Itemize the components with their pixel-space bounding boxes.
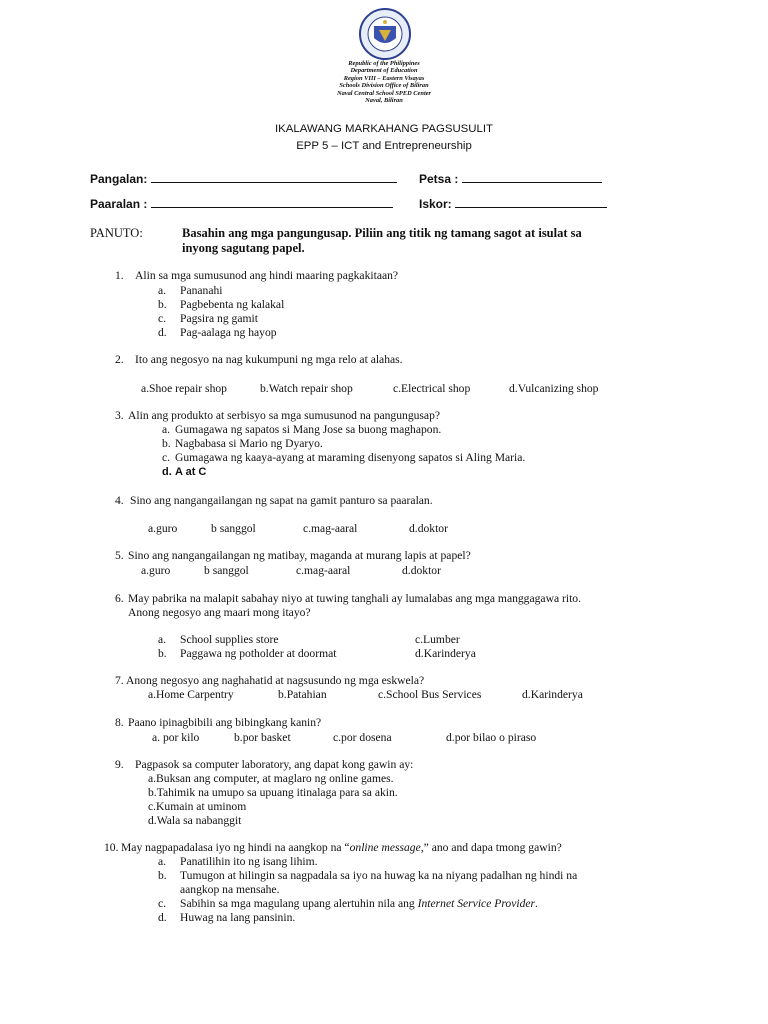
choice-text: c.School Bus Services [378, 688, 482, 701]
choice-letter: d. [162, 466, 172, 478]
choice-text: c.Lumber [415, 633, 460, 646]
choice-text: a.Home Carpentry [148, 688, 234, 701]
score-label: Iskor: [419, 197, 452, 211]
question-text-emphasis: online message [349, 841, 421, 854]
choice-text: c.por dosena [333, 731, 392, 744]
choice-text: Tumugon at hilingin sa nagpadala sa iyo na huwag ka na niyang padalhan ng hindi na [180, 869, 578, 882]
question-number: 7. [115, 674, 124, 687]
choice-text: d.Karinderya [415, 647, 476, 660]
question-text-part: May nagpapadalasa iyo ng hindi na aangkop na “ [121, 841, 350, 854]
choice-text: a.guro [148, 522, 178, 535]
choice-text: Pagbebenta ng kalakal [180, 298, 285, 311]
choice-text: Huwag na lang pansinin. [180, 911, 296, 924]
choice-text: d.doktor [409, 522, 448, 535]
name-blank [151, 171, 397, 183]
choice-text: Pananahi [180, 284, 223, 297]
letterhead-line: Department of Education [350, 67, 418, 75]
score-blank [455, 196, 607, 208]
exam-subject: EPP 5 – ICT and Entrepreneurship [296, 140, 472, 152]
choice-letter: b. [158, 298, 167, 311]
question-number: 10. [104, 841, 119, 854]
choice-text: Gumagawa ng sapatos si Mang Jose sa buong maghapon. [175, 423, 442, 436]
question-number: 5. [115, 549, 124, 562]
choice-text: b.Watch repair shop [260, 382, 353, 395]
question-text-continued: Anong negosyo ang maari mong itayo? [128, 606, 311, 619]
deped-seal-logo [359, 8, 411, 60]
choice-text: b sanggol [204, 564, 249, 577]
question-text: Paano ipinagbibili ang bibingkang kanin? [128, 716, 322, 729]
choice-text: d.por bilao o piraso [446, 731, 537, 744]
instructions-label: PANUTO: [90, 226, 143, 240]
choice-letter: d. [158, 911, 167, 924]
letterhead-line: Republic of the Philippines [348, 60, 420, 67]
choice-letter: b. [162, 437, 171, 450]
letterhead-line: Region VIII – Eastern Visayas [343, 74, 425, 82]
choice-text: Pagsira ng gamit [180, 312, 258, 325]
question-text: Anong negosyo ang naghahatid at nagsusundo ng mga eskwela? [126, 674, 425, 687]
choice-letter: b. [158, 869, 167, 882]
choice-text: a. por kilo [152, 731, 200, 744]
school-blank [151, 196, 393, 208]
choice-text: Nagbabasa si Mario ng Dyaryo. [175, 437, 323, 450]
question-text: Sino ang nangangailangan ng sapat na gamit panturo sa paaralan. [130, 494, 433, 507]
choice-letter: b. [158, 647, 167, 660]
choice-letter: c. [158, 897, 167, 910]
score-field [419, 196, 607, 211]
choice-text: Gumagawa ng kaaya-ayang at maraming disenyong sapatos si Aling Maria. [175, 451, 526, 464]
choice-text: c.Electrical shop [393, 382, 471, 395]
date-label: Petsa : [419, 172, 459, 186]
question-text: Ito ang negosyo na nag kukumpuni ng mga relo at alahas. [135, 353, 403, 366]
choice-text: Panatilihin ito ng isang lihim. [180, 855, 318, 868]
question-number: 2. [115, 353, 124, 366]
choice-text: b.Tahimik na umupo sa upuang itinalaga para sa akin. [148, 786, 398, 799]
choice-text: a.guro [141, 564, 171, 577]
question-text: Sino ang nangangailangan ng matibay, maganda at murang lapis at papel? [128, 549, 471, 562]
choice-text-continued: aangkop na mensahe. [180, 883, 280, 896]
question-number: 9. [115, 758, 124, 771]
date-blank [462, 171, 602, 183]
question-text: Pagpasok sa computer laboratory, ang dapat kong gawin ay: [135, 758, 414, 771]
choice-text: A at C [175, 466, 207, 478]
choice-text: b.por basket [234, 731, 291, 744]
choice-text: d.doktor [402, 564, 441, 577]
school-label: Paaralan : [90, 197, 148, 211]
question-text: Alin sa mga sumusunod ang hindi maaring pagkakitaan? [135, 269, 399, 282]
choice-text-part: Sabihin sa mga magulang upang alertuhin nila ang [180, 897, 418, 910]
choice-text [180, 897, 538, 910]
instructions-line: inyong sagutang papel. [182, 241, 305, 255]
choice-text: d.Vulcanizing shop [509, 382, 599, 395]
choice-letter: c. [158, 312, 167, 325]
school-field [90, 196, 393, 211]
choice-text: School supplies store [180, 633, 279, 646]
choice-text: d.Karinderya [522, 688, 583, 701]
letterhead-line: Naval, Biliran [365, 97, 403, 105]
choice-text-emphasis: Internet Service Provider [417, 897, 536, 910]
choice-text: c.mag-aaral [303, 522, 358, 535]
question-number: 1. [115, 269, 124, 282]
letterhead [0, 60, 768, 104]
name-field [90, 171, 397, 186]
date-field [419, 171, 602, 186]
question-number: 4. [115, 494, 124, 507]
choice-letter: c. [162, 451, 171, 464]
question-text: May pabrika na malapit sabahay niyo at tuwing tanghali ay lumalabas ang mga manggagawa rito. [128, 592, 581, 605]
name-label: Pangalan: [90, 172, 148, 186]
letterhead-line: Schools Division Office of Biliran [339, 82, 429, 90]
question-number: 8. [115, 716, 124, 729]
question-number: 6. [115, 592, 124, 605]
choice-text: c.mag-aaral [296, 564, 351, 577]
choice-text: c.Kumain at uminom [148, 800, 247, 813]
question-text [121, 841, 562, 854]
choice-text: a.Shoe repair shop [141, 382, 227, 395]
choice-text: a.Buksan ang computer, at maglaro ng online games. [148, 772, 394, 785]
choice-letter: a. [158, 284, 167, 297]
choice-letter: d. [158, 326, 167, 339]
question-text: Alin ang produkto at serbisyo sa mga sumusunod na pangungusap? [128, 409, 441, 422]
choice-text: Paggawa ng potholder at doormat [180, 647, 337, 660]
choice-text: Pag-aalaga ng hayop [180, 326, 277, 339]
question-number: 3. [115, 409, 124, 422]
choice-text: d.Wala sa nabanggit [148, 814, 242, 827]
choice-letter: a. [158, 633, 167, 646]
instructions-line: Basahin ang mga pangungusap. Piliin ang titik ng tamang sagot at isulat sa [182, 226, 582, 240]
choice-letter: a. [162, 423, 171, 436]
letterhead-line: Naval Central School SPED Center [336, 89, 432, 97]
choice-text: b sanggol [211, 522, 256, 535]
exam-title: IKALAWANG MARKAHANG PAGSUSULIT [275, 123, 493, 135]
question-text-part: ,” ano and dapa tmong gawin? [420, 841, 562, 854]
choice-letter: a. [158, 855, 167, 868]
choice-text: b.Patahian [278, 688, 327, 701]
choice-text-part: . [535, 897, 538, 910]
